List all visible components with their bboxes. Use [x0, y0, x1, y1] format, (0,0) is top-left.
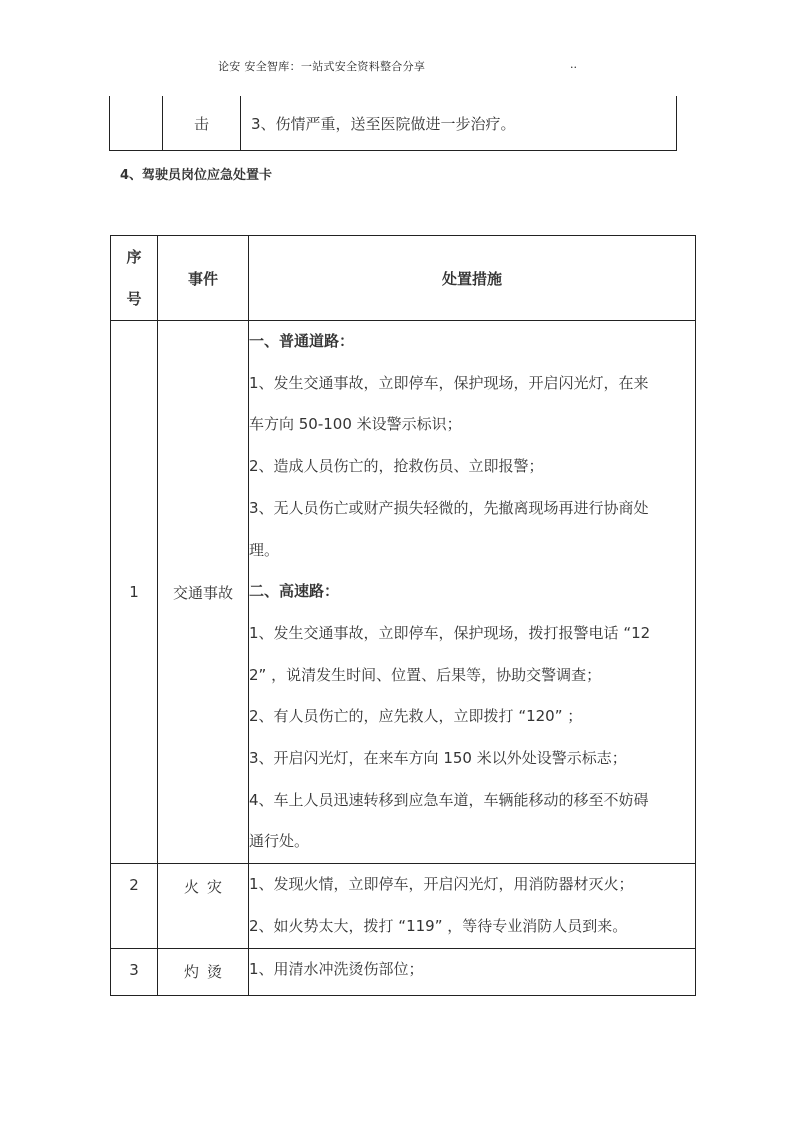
measure-line: 1、发生交通事故，立即停车，保护现场，开启闪光灯，在来 — [249, 373, 649, 392]
measure-line: 1、发生交通事故，立即停车，保护现场，拨打报警电话 “12 — [249, 623, 651, 642]
measure-line: 车方向 50-100 米设警示标识； — [249, 415, 462, 434]
measure-subheading: 二、高速路： — [249, 582, 340, 601]
table-row — [111, 864, 696, 948]
previous-table-fragment — [109, 96, 677, 151]
measure-line: 2” ，说清发生时间、位置、后果等，协助交警调查； — [249, 665, 602, 684]
header-dots: .. — [570, 58, 577, 71]
fragment-no-cell — [110, 96, 163, 150]
measure-line: 1、用清水冲洗烫伤部位； — [249, 959, 424, 978]
row-no: 2 — [111, 864, 158, 948]
measure-line: 1、发现火情，立即停车，开启闪光灯，用消防器材灭火； — [249, 875, 634, 894]
header-title: 论安 安全智库：一站式安全资料整合分享 — [218, 60, 426, 73]
measure-line: 2、造成人员伤亡的，抢救伤员、立即报警； — [249, 457, 544, 476]
header-event: 事件 — [158, 236, 249, 321]
fragment-event-cell: 击 — [163, 96, 241, 150]
row-no: 3 — [111, 948, 158, 995]
header-measure: 处置措施 — [249, 236, 696, 321]
measure-line: 4、车上人员迅速转移到应急车道，车辆能移动的移至不妨碍 — [249, 790, 649, 809]
measure-line: 2、如火势太大，拨打 “119” ，等待专业消防人员到来。 — [249, 916, 628, 935]
table-row — [111, 321, 696, 864]
table-row — [111, 948, 696, 995]
row-measures — [249, 864, 696, 948]
measure-subheading: 一、普通道路： — [249, 332, 355, 350]
row-event: 火灾 — [158, 864, 249, 948]
row-measures — [249, 948, 696, 995]
measure-line: 理。 — [249, 540, 280, 559]
row-event: 灼烫 — [158, 948, 249, 995]
page-header — [0, 58, 793, 76]
row-no: 1 — [111, 321, 158, 864]
fragment-measure-cell: 3、伤情严重，送至医院做进一步治疗。 — [251, 114, 516, 133]
table-header-row — [111, 236, 696, 321]
section-title: 4、驾驶员岗位应急处置卡 — [120, 168, 273, 183]
row-event: 交通事故 — [158, 321, 249, 864]
measure-line: 2、有人员伤亡的，应先救人，立即拨打 “120” ； — [249, 707, 583, 726]
measure-line: 通行处。 — [249, 832, 310, 851]
header-no: 序 号 — [111, 236, 158, 321]
measure-line: 3、无人员伤亡或财产损失轻微的，先撤离现场再进行协商处 — [249, 498, 649, 517]
row-measures — [249, 321, 696, 864]
emergency-card-table — [110, 235, 696, 996]
measure-line: 3、开启闪光灯，在来车方向 150 米以外处设警示标志； — [249, 749, 627, 768]
